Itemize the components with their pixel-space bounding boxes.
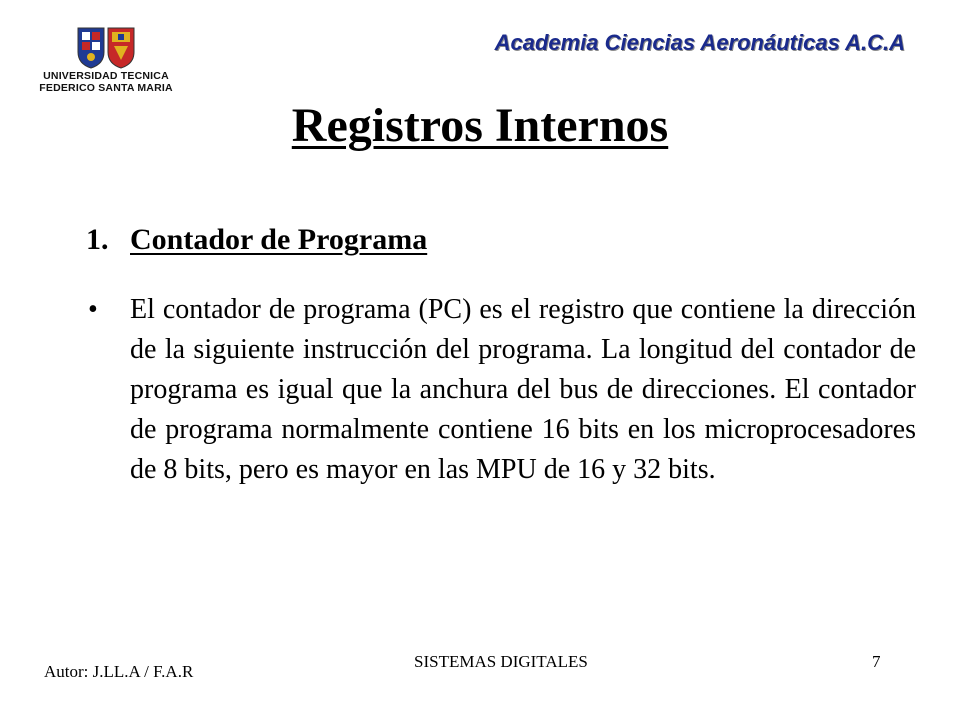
footer-course: SISTEMAS DIGITALES [414, 652, 588, 671]
body-paragraph: El contador de programa (PC) es el registro que contiene la dirección de la siguiente instrucción del programa. La longitud del contador de programa es igual que la anchura del bus de direcciones. El contador de programa normalmente contiene 16 bits en los microprocesadores de 8 bits, pero es mayor en las MPU de 16 y 32 bits. [130, 294, 916, 485]
logo-text-line1: UNIVERSIDAD TECNICA [43, 70, 169, 82]
academia-header: Academia Ciencias Aeronáuticas A.C.A [494, 30, 905, 55]
section-number: 1. [86, 223, 109, 256]
university-logo [36, 26, 176, 102]
page-number: 7 [872, 652, 881, 671]
university-crest-icon [74, 26, 138, 70]
slide-title-text: Registros Internos [291, 99, 669, 152]
footer-author: Autor: J.LL.A / F.A.R [44, 662, 194, 681]
section-heading [86, 220, 427, 260]
bullet-marker: • [88, 294, 98, 325]
logo-text-line2: FEDERICO SANTA MARIA [39, 82, 173, 94]
slide-title [0, 98, 960, 154]
section-title: Contador de Programa [130, 223, 428, 256]
